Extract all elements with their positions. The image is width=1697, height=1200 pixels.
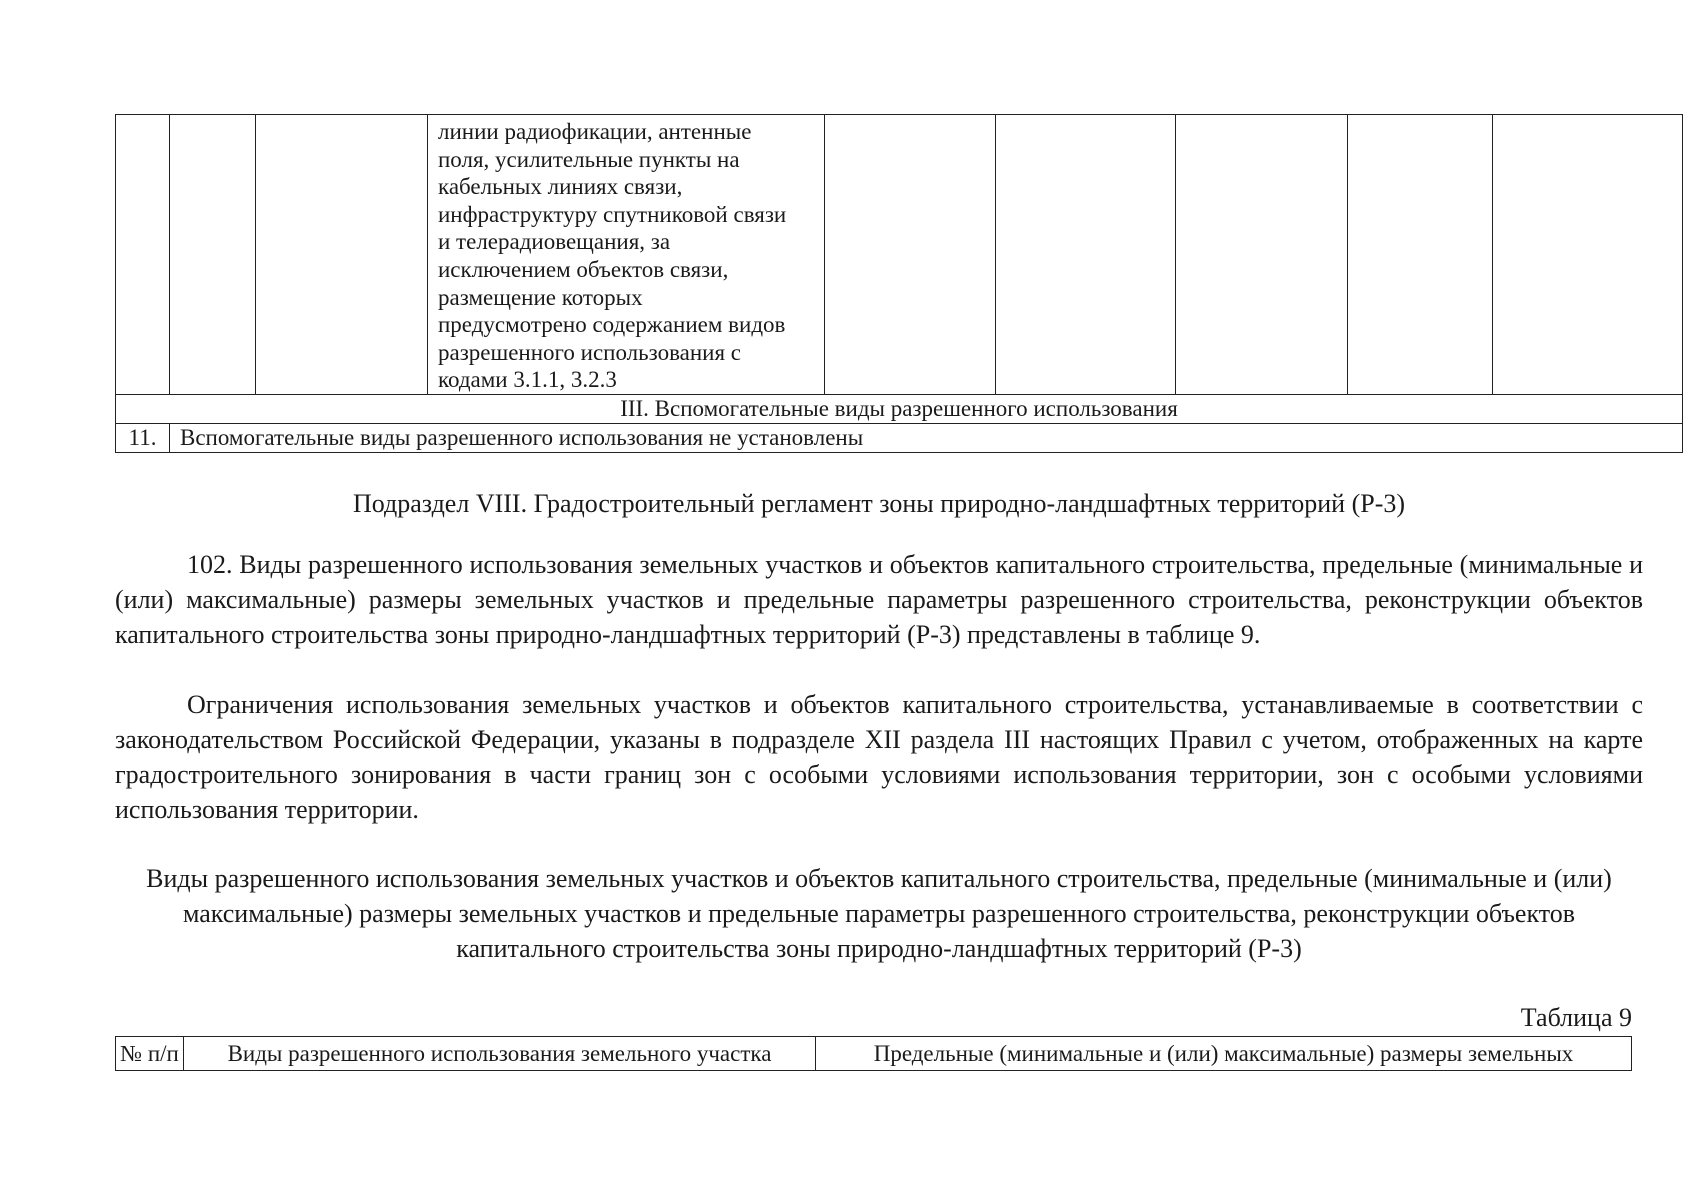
table-cell bbox=[1176, 115, 1348, 395]
text-line: кодами 3.1.1, 3.2.3 bbox=[438, 367, 617, 393]
table-row bbox=[116, 394, 1683, 423]
header-limits: Предельные (минимальные и (или) максимальные) размеры земельных bbox=[816, 1037, 1632, 1071]
table-row bbox=[116, 115, 1683, 395]
table-cell bbox=[116, 115, 170, 395]
header-number: № п/п bbox=[116, 1037, 184, 1071]
table-cell bbox=[1348, 115, 1493, 395]
table-title: Виды разрешенного использования земельных участков и объектов капитального строительства, предельные (минимальные и (или) максимальные) размеры земельных участков и предельные параметры разрешенного строительства, реконструкции объектов капитального строительства зоны природно-ландшафтных территорий (Р-3) bbox=[146, 864, 1612, 963]
text-line: инфраструктуру спутниковой связи bbox=[438, 201, 787, 227]
text-line: предусмотрено содержанием видов bbox=[438, 312, 786, 338]
text-line: разрешенного использования с bbox=[438, 339, 742, 365]
use-description-cell bbox=[428, 115, 825, 395]
text-line: кабельных линиях связи, bbox=[438, 174, 683, 200]
table-cell bbox=[256, 115, 428, 395]
table-cell bbox=[170, 115, 256, 395]
text-line: поля, усилительные пункты на bbox=[438, 146, 740, 172]
row-text-cell: Вспомогательные виды разрешенного использования не установлены bbox=[170, 423, 1683, 452]
text-line: линии радиофикации, антенные bbox=[438, 119, 752, 144]
paragraph-102: 102. Виды разрешенного использования земельных участков и объектов капитального строительства, предельные (минимальные и (или) максимальные) размеры земельных участков и предельные параметры разрешенного строительства, реконструкции объектов капитального строительства зоны природно-ландшафтных территорий (Р-3) представлены в таблице 9. bbox=[115, 550, 1643, 649]
header-use-type: Виды разрешенного использования земельного участка bbox=[184, 1037, 816, 1071]
regulation-table-continued bbox=[115, 114, 1683, 453]
row-number-cell: 11. bbox=[116, 423, 170, 452]
table-cell bbox=[1493, 115, 1683, 395]
section-heading-cell: III. Вспомогательные виды разрешенного использования bbox=[116, 394, 1683, 423]
table-label: Таблица 9 bbox=[1520, 1003, 1632, 1032]
text-line: и телерадиовещания, за bbox=[438, 229, 671, 255]
subsection-heading: Подраздел VIII. Градостроительный регламент зоны природно-ландшафтных территорий (Р-3) bbox=[352, 489, 1406, 518]
table-9-header bbox=[115, 1036, 1632, 1071]
paragraph-restrictions: Ограничения использования земельных участков и объектов капитального строительства, устанавливаемые в соответствии с законодательством Российской Федерации, указаны в подразделе XII раздела III настоящих Правил с учетом, отображенных на карте градостроительного зонирования в части границ зон с особыми условиями использования территории, зон с особыми условиями использования территории. bbox=[115, 690, 1643, 824]
text-line: размещение которых bbox=[438, 284, 643, 310]
table-row bbox=[116, 423, 1683, 452]
table-header-row bbox=[116, 1037, 1632, 1071]
table-cell bbox=[825, 115, 996, 395]
text-line: исключением объектов связи, bbox=[438, 256, 729, 282]
table-cell bbox=[996, 115, 1176, 395]
